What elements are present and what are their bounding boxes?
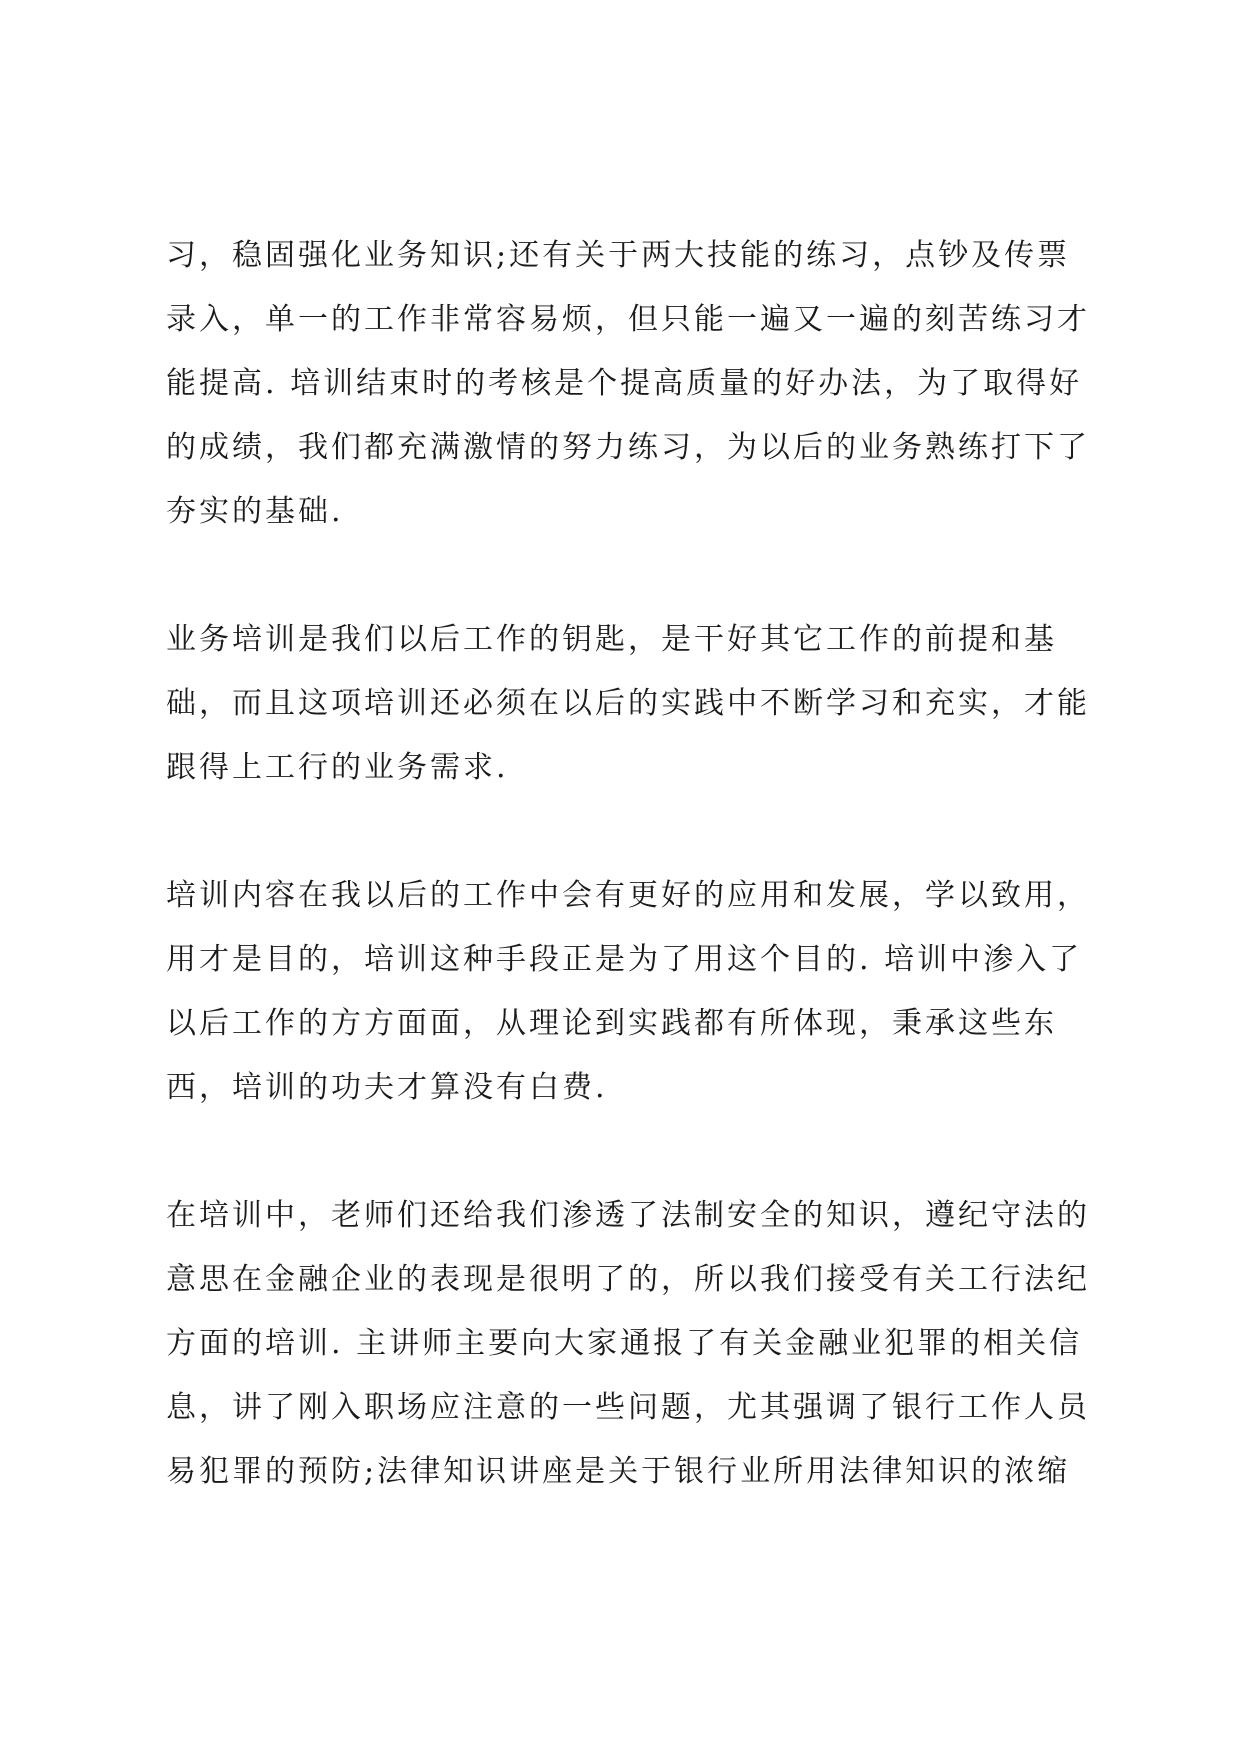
text-line: 易犯罪的预防;法律知识讲座是关于银行业所用法律知识的浓缩 (166, 1454, 1071, 1489)
text-line: 础，而且这项培训还必须在以后的实践中不断学习和充实，才能 (166, 686, 1090, 721)
text-line: 用才是目的，培训这种手段正是为了用这个目的. 培训中渗入了 (166, 942, 1083, 977)
paragraph-4 (166, 1184, 1096, 1504)
document-body (166, 224, 1096, 1568)
text-line: 意思在金融企业的表现是很明了的，所以我们接受有关工行法纪 (166, 1262, 1090, 1297)
paragraph-1 (166, 224, 1096, 544)
text-line: 习，稳固强化业务知识;还有关于两大技能的练习，点钞及传票 (166, 238, 1071, 273)
text-line: 夯实的基础. (166, 494, 344, 529)
text-line: 能提高. 培训结束时的考核是个提高质量的好办法，为了取得好 (166, 366, 1083, 401)
paragraph-3 (166, 864, 1096, 1120)
text-line: 跟得上工行的业务需求. (166, 750, 509, 785)
text-line: 录入，单一的工作非常容易烦，但只能一遍又一遍的刻苦练习才 (166, 302, 1090, 337)
text-line: 的成绩，我们都充满激情的努力练习，为以后的业务熟练打下了 (166, 430, 1090, 465)
text-line: 方面的培训. 主讲师主要向大家通报了有关金融业犯罪的相关信 (166, 1326, 1083, 1361)
text-line: 培训内容在我以后的工作中会有更好的应用和发展，学以致用， (166, 878, 1090, 913)
paragraph-2 (166, 608, 1096, 800)
text-line: 西，培训的功夫才算没有白费. (166, 1070, 608, 1105)
text-line: 业务培训是我们以后工作的钥匙，是干好其它工作的前提和基 (166, 622, 1057, 657)
text-line: 在培训中，老师们还给我们渗透了法制安全的知识，遵纪守法的 (166, 1198, 1090, 1233)
text-line: 以后工作的方方面面，从理论到实践都有所体现，秉承这些东 (166, 1006, 1057, 1041)
text-line: 息，讲了刚入职场应注意的一些问题，尤其强调了银行工作人员 (166, 1390, 1090, 1425)
